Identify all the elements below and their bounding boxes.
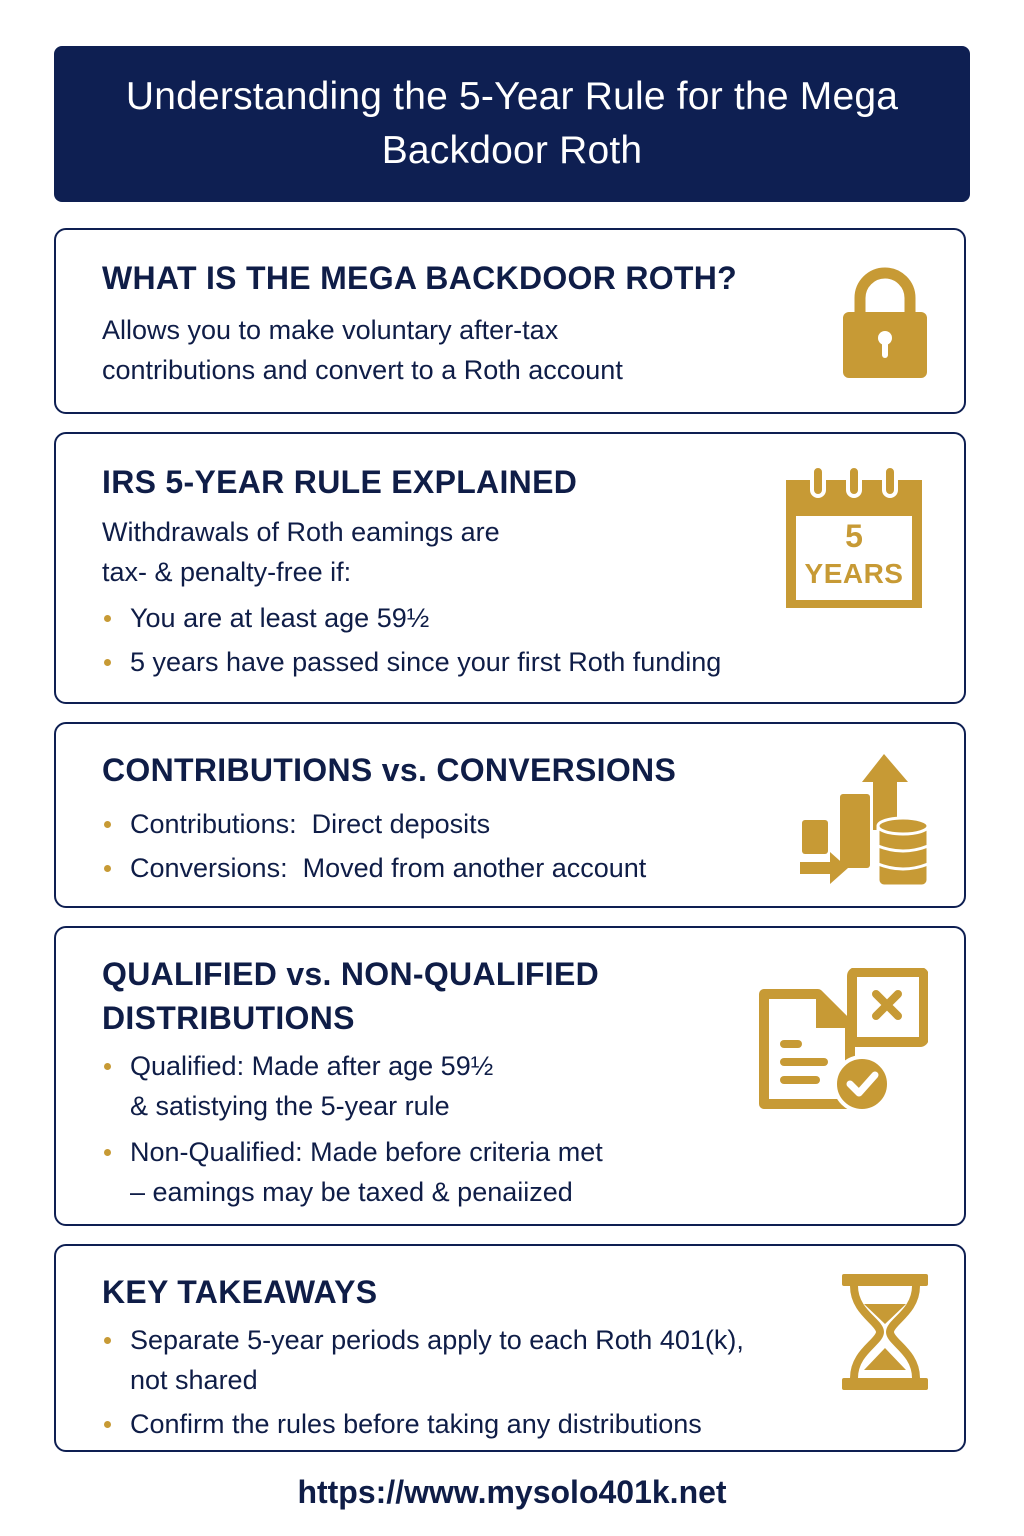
bullet-dot-icon (104, 1421, 111, 1428)
bullet-list (100, 1046, 603, 1212)
coins-growth-icon (796, 750, 930, 890)
body-line: Withdrawals of Roth eamings are (102, 517, 500, 547)
calendar-icon (784, 464, 924, 610)
list-item: Confirm the rules before taking any distributions (100, 1404, 744, 1444)
bullet-dot-icon (104, 865, 111, 872)
hourglass-icon (840, 1272, 930, 1392)
section-title: IRS 5-YEAR RULE EXPLAINED (102, 464, 578, 500)
section-title: QUALIFIED vs. NON-QUALIFIED DISTRIBUTIONS (102, 956, 600, 1036)
bullet-dot-icon (104, 615, 111, 622)
list-item: 5 years have passed since your first Roth funding (100, 642, 721, 682)
bullet-list (100, 598, 721, 682)
title-banner (54, 46, 970, 202)
list-item: Conversions: Moved from another account (100, 848, 646, 888)
bullet-dot-icon (104, 659, 111, 666)
section-qualified-vs-non-qualified (54, 926, 966, 1226)
list-item: Non-Qualified: Made before criteria met – eamings may be taxed & penaiized (100, 1132, 603, 1212)
padlock-icon (840, 266, 930, 380)
bullet-dot-icon (104, 1149, 111, 1156)
section-title: WHAT IS THE MEGA BACKDOOR ROTH? (102, 260, 738, 296)
list-item: Separate 5-year periods apply to each Roth 401(k), not shared (100, 1320, 744, 1400)
section-contributions-vs-conversions (54, 722, 966, 908)
section-what-is-mega-backdoor-roth (54, 228, 966, 414)
body-line: Allows you to make voluntary after-tax (102, 315, 559, 345)
calendar-number: 5 (845, 518, 863, 554)
bullet-dot-icon (104, 1337, 111, 1344)
list-item: Contributions: Direct deposits (100, 804, 646, 844)
list-item: You are at least age 59½ (100, 598, 721, 638)
footer-url-link[interactable]: https://www.mysolo401k.net (297, 1474, 727, 1510)
body-line: tax- & penalty-free if: (102, 557, 352, 587)
calendar-label: YEARS (804, 558, 904, 589)
body-line: contributions and convert to a Roth account (102, 355, 623, 385)
bullet-list (100, 1320, 744, 1444)
page-title: Understanding the 5-Year Rule for the Mega Backdoor Roth (125, 75, 899, 172)
section-body (102, 310, 623, 390)
bullet-list (100, 804, 646, 888)
section-body (102, 512, 500, 592)
section-irs-5-year-rule (54, 432, 966, 704)
bullet-dot-icon (104, 1063, 111, 1070)
section-title: KEY TAKEAWAYS (102, 1274, 378, 1310)
section-key-takeaways (54, 1244, 966, 1452)
bullet-dot-icon (104, 821, 111, 828)
list-item: Qualified: Made after age 59½ & satistying the 5-year rule (100, 1046, 603, 1126)
section-title: CONTRIBUTIONS vs. CONVERSIONS (102, 752, 677, 788)
document-check-x-icon (758, 968, 928, 1110)
